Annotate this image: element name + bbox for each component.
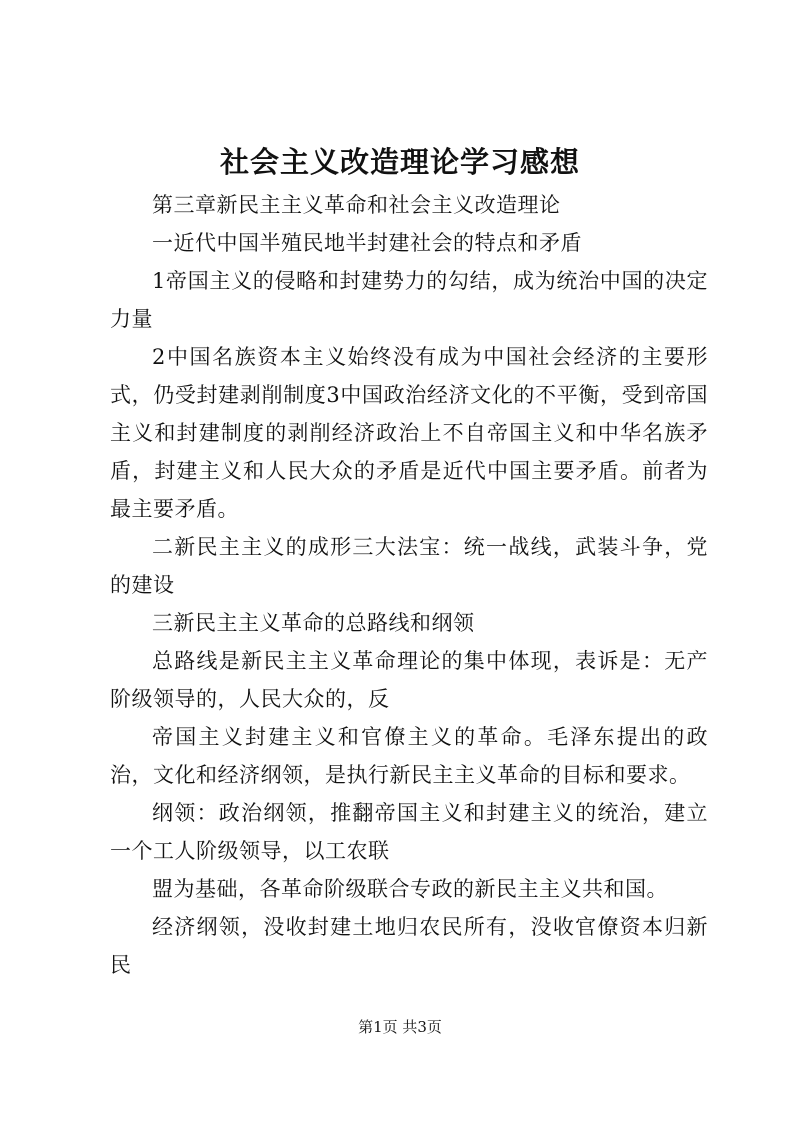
paragraph: 一近代中国半殖民地半封建社会的特点和矛盾 bbox=[152, 231, 582, 255]
paragraph: 第三章新民主主义革命和社会主义改造理论 bbox=[152, 193, 561, 217]
page-number-footer: 第1页 共3页 bbox=[358, 1018, 442, 1036]
paragraph: 盟为基础，各革命阶级联合专政的新民主主义共和国。 bbox=[152, 877, 668, 901]
paragraph: 总路线是新民主主义革命理论的集中体现，表诉是：无产阶级领导的，人民大众的，反 bbox=[110, 649, 708, 711]
document-title: 社会主义改造理论学习感想 bbox=[219, 145, 580, 179]
paragraph: 帝国主义封建主义和官僚主义的革命。毛泽东提出的政治，文化和经济纲领，是执行新民主主义革命的目标和要求。 bbox=[110, 725, 708, 787]
paragraph: 纲领：政治纲领，推翻帝国主义和封建主义的统治，建立一个工人阶级领导，以工农联 bbox=[110, 801, 708, 863]
paragraph: 三新民主主义革命的总路线和纲领 bbox=[152, 611, 475, 635]
document-body bbox=[110, 186, 708, 984]
paragraph: 经济纲领，没收封建土地归农民所有，没收官僚资本归新民 bbox=[110, 915, 708, 977]
paragraph: 2中国名族资本主义始终没有成为中国社会经济的主要形式，仍受封建剥削制度3中国政治经济文化的不平衡，受到帝国主义和封建制度的剥削经济政治上不自帝国主义和中华名族矛盾，封建主义和人民大众的矛盾是近代中国主要矛盾。前者为最主要矛盾。 bbox=[110, 345, 708, 521]
paragraph: 1帝国主义的侵略和封建势力的勾结，成为统治中国的决定力量 bbox=[110, 269, 708, 331]
paragraph: 二新民主主义的成形三大法宝：统一战线，武装斗争，党的建设 bbox=[110, 535, 708, 597]
